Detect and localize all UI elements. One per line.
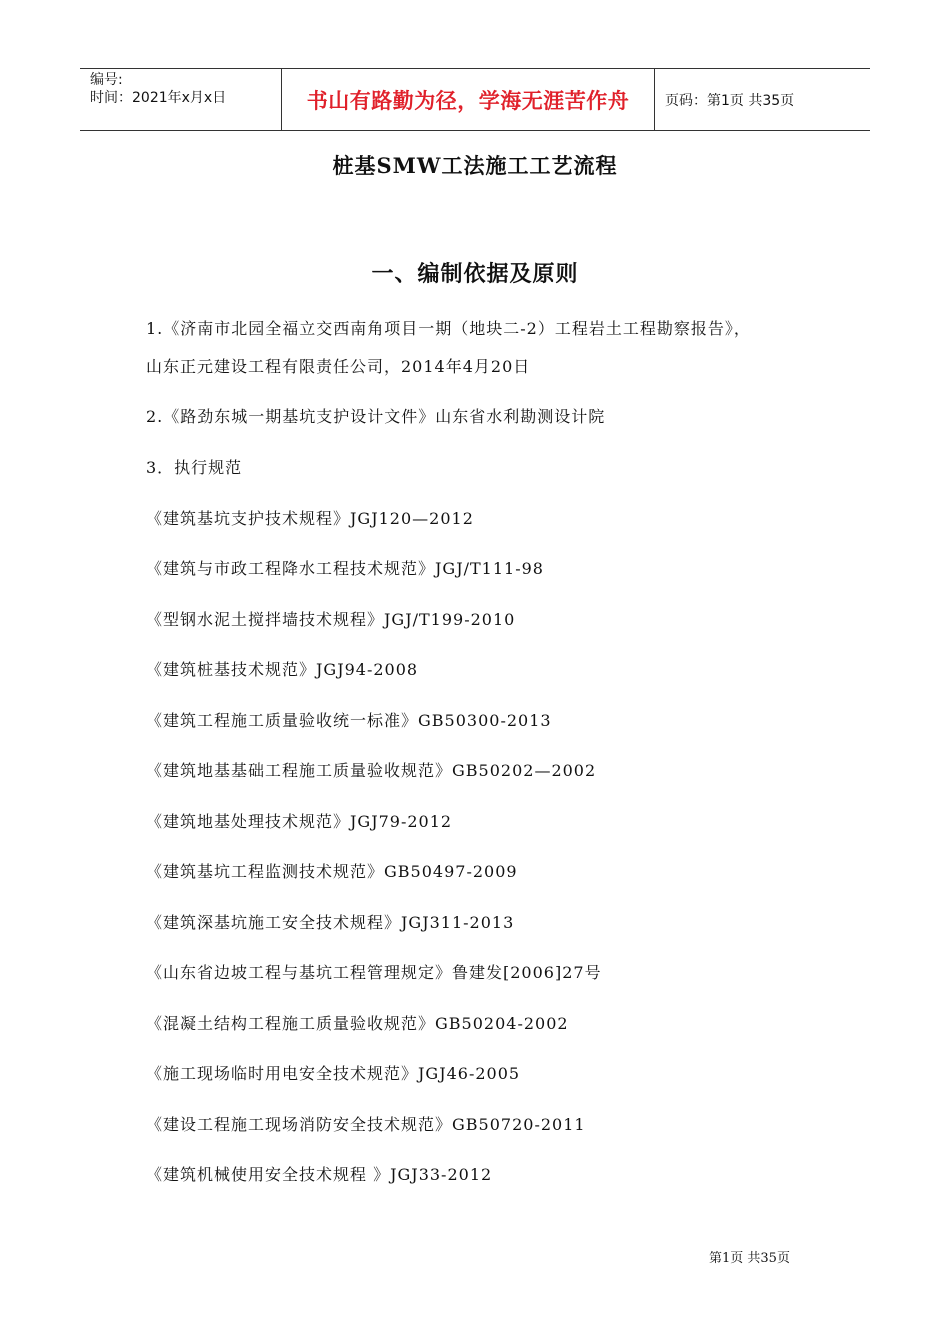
section-heading: 一、编制依据及原则 bbox=[371, 261, 579, 287]
header-meta bbox=[80, 69, 282, 130]
basis-item-1-line-2: 山东正元建设工程有限责任公司，2014年4月20日 bbox=[146, 357, 531, 376]
standard-item: 《建筑地基基础工程施工质量验收规范》GB50202—2002 bbox=[146, 761, 597, 780]
standard-item: 《型钢水泥土搅拌墙技术规程》JGJ/T199-2010 bbox=[146, 610, 516, 629]
page-footer: 第1页 共35页 bbox=[709, 1251, 790, 1266]
standard-item: 《建筑工程施工质量验收统一标准》GB50300-2013 bbox=[146, 711, 552, 730]
standard-item: 《建筑深基坑施工安全技术规程》JGJ311-2013 bbox=[146, 913, 515, 932]
standard-item: 《建筑机械使用安全技术规程 》JGJ33-2012 bbox=[146, 1165, 493, 1184]
basis-item-3: 3．执行规范 bbox=[146, 458, 243, 477]
standard-item: 《建筑地基处理技术规范》JGJ79-2012 bbox=[146, 812, 453, 831]
number-label: 编号: bbox=[90, 72, 123, 88]
standard-item: 《建筑基坑工程监测技术规范》GB50497-2009 bbox=[146, 862, 518, 881]
standard-item: 《混凝土结构工程施工质量验收规范》GB50204-2002 bbox=[146, 1014, 569, 1033]
header-page-info: 页码：第1页 共35页 bbox=[665, 92, 795, 109]
standard-item: 《施工现场临时用电安全技术规范》JGJ46-2005 bbox=[146, 1064, 521, 1083]
standard-item: 《建筑桩基技术规范》JGJ94-2008 bbox=[146, 660, 419, 679]
standard-item: 《建筑基坑支护技术规程》JGJ120—2012 bbox=[146, 509, 474, 528]
header-motto: 书山有路勤为径，学海无涯苦作舟 bbox=[282, 69, 655, 130]
document-header bbox=[80, 68, 870, 131]
standard-item: 《建筑与市政工程降水工程技术规范》JGJ/T111-98 bbox=[146, 559, 544, 578]
time-label: 时间：2021年x月x日 bbox=[90, 90, 227, 106]
basis-item-2: 2.《路劲东城一期基坑支护设计文件》山东省水利勘测设计院 bbox=[146, 407, 606, 426]
standard-item: 《建设工程施工现场消防安全技术规范》GB50720-2011 bbox=[146, 1115, 586, 1134]
basis-item-1-line-1: 1.《济南市北园全福立交西南角项目一期（地块二-2）工程岩土工程勘察报告》， bbox=[146, 319, 751, 338]
document-title: 桩基SMW工法施工工艺流程 bbox=[332, 153, 618, 178]
standard-item: 《山东省边坡工程与基坑工程管理规定》鲁建发[2006]27号 bbox=[146, 963, 602, 982]
